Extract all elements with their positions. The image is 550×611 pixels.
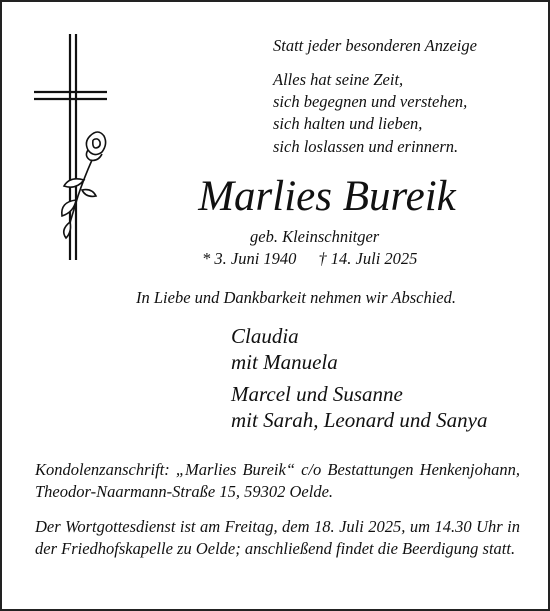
poem-line: sich loslassen und erinnern.: [273, 136, 459, 156]
poem: [273, 69, 467, 158]
family-line: Claudia: [231, 324, 299, 348]
notice-heading: Statt jeder besonderen Anzeige: [273, 36, 477, 55]
family-line: mit Sarah, Leonard und Sanya: [231, 408, 488, 432]
cross-icon: [30, 32, 110, 272]
family-line: mit Manuela: [231, 350, 338, 374]
family-list: [231, 323, 487, 433]
farewell-text: In Liebe und Dankbarkeit nehmen wir Abschied.: [135, 288, 456, 307]
condolence-address: Kondolenzanschrift: „Marlies Bureik“ c/o Bestattungen Henkenjohann, Theodor-Naarmann-Straße 15, 59302 Oelde.: [35, 460, 520, 501]
death-date: † 14. Juli 2025: [318, 249, 418, 268]
birth-date: * 3. Juni 1940: [202, 249, 297, 268]
poem-line: sich halten und lieben,: [273, 114, 423, 134]
deceased-name: Marlies Bureik: [198, 173, 456, 220]
maiden-name: geb. Kleinschnitger: [250, 227, 380, 246]
poem-line: Alles hat seine Zeit,: [273, 70, 404, 89]
family-line: Marcel und Susanne: [231, 382, 403, 406]
life-dates: [202, 249, 417, 269]
poem-line: sich begegnen und verstehen,: [273, 92, 468, 112]
service-info: Der Wortgottesdienst ist am Freitag, dem 18. Juli 2025, um 14.30 Uhr in der Friedhofskapelle zu Oelde; anschließend findet die Beerdigung statt.: [35, 517, 520, 558]
